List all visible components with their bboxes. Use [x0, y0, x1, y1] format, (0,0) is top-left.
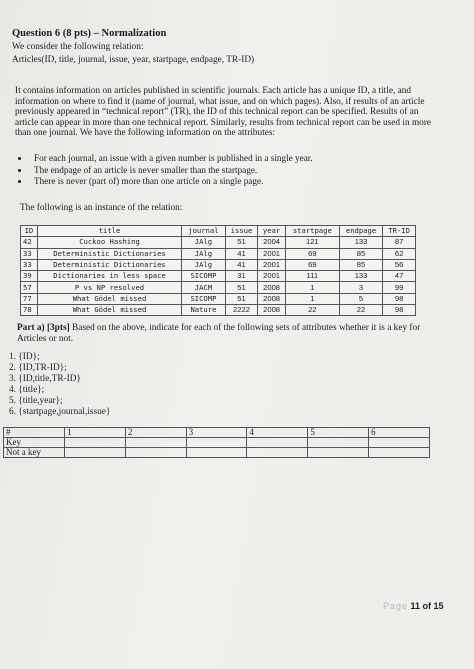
column-header: title	[37, 226, 181, 237]
table-cell: 2008	[258, 282, 285, 293]
table-cell: 31	[225, 271, 258, 282]
answer-row-label: Key	[4, 438, 65, 448]
table-cell: 33	[21, 259, 38, 270]
table-cell: 5	[339, 293, 382, 304]
table-cell: 2004	[258, 237, 285, 248]
answer-header-cell: 6	[369, 428, 430, 438]
table-cell: 78	[21, 305, 38, 316]
table-cell: What Gödel missed	[37, 305, 181, 316]
table-cell: 22	[285, 305, 339, 316]
table-cell: 33	[21, 248, 38, 259]
table-cell: JAlg	[182, 237, 225, 248]
table-row	[21, 237, 416, 248]
table-cell: 2008	[258, 293, 285, 304]
page-footer	[383, 601, 444, 611]
part-a-prompt	[17, 323, 437, 345]
attribute-set-item: 4. {title};	[9, 384, 45, 395]
column-header: ID	[21, 226, 38, 237]
answer-cell[interactable]	[186, 438, 247, 448]
table-row	[21, 259, 416, 270]
answer-cell[interactable]	[308, 448, 369, 458]
answer-header-cell: 2	[125, 428, 186, 438]
answer-row-not-key	[4, 448, 430, 458]
column-header: journal	[182, 226, 225, 237]
table-cell: 69	[285, 259, 339, 270]
table-cell: 22	[339, 305, 382, 316]
table-cell: 98	[383, 293, 416, 304]
question-title: Question 6 (8 pts) – Normalization	[12, 28, 167, 39]
answer-header-cell: 5	[308, 428, 369, 438]
answer-cell[interactable]	[186, 448, 247, 458]
table-cell: 98	[383, 305, 416, 316]
table-cell: 69	[285, 248, 339, 259]
page-number: 11 of 15	[410, 601, 444, 611]
table-header-row	[21, 226, 416, 237]
constraint-item: • There is never (part of) more than one article on a single page.	[30, 176, 450, 188]
table-cell: 3	[339, 282, 382, 293]
table-cell: Deterministic Dictionaries	[37, 259, 181, 270]
column-header: issue	[225, 226, 258, 237]
answer-cell[interactable]	[125, 448, 186, 458]
table-cell: 47	[383, 271, 416, 282]
answer-row-label: Not a key	[4, 448, 65, 458]
answer-cell[interactable]	[308, 438, 369, 448]
answer-header-cell: #	[4, 428, 65, 438]
constraint-item: • The endpage of an article is never smaller than the startpage.	[30, 165, 450, 177]
table-cell: 85	[339, 248, 382, 259]
answer-cell[interactable]	[65, 438, 126, 448]
answer-header-cell: 4	[247, 428, 308, 438]
table-cell: 42	[21, 237, 38, 248]
attribute-set-item: 3. {ID,title,TR-ID}	[9, 373, 81, 384]
part-a-label: Part a) [3pts]	[17, 323, 70, 333]
table-cell: SICOMP	[182, 271, 225, 282]
constraint-item: • For each journal, an issue with a given number is published in a single year.	[30, 153, 450, 165]
column-header: year	[258, 226, 285, 237]
table-cell: 77	[21, 293, 38, 304]
table-cell: 1	[285, 282, 339, 293]
answer-cell[interactable]	[247, 438, 308, 448]
answer-cell[interactable]	[247, 448, 308, 458]
column-header: TR-ID	[383, 226, 416, 237]
table-cell: 39	[21, 271, 38, 282]
instance-caption: The following is an instance of the relation:	[20, 203, 183, 213]
table-cell: 62	[383, 248, 416, 259]
intro-text	[12, 42, 452, 65]
answer-cell[interactable]	[125, 438, 186, 448]
table-cell: 133	[339, 271, 382, 282]
relation-instance-table	[20, 225, 416, 316]
table-cell: 2001	[258, 259, 285, 270]
table-cell: 2001	[258, 271, 285, 282]
table-cell: JAlg	[182, 248, 225, 259]
table-cell: JAlg	[182, 259, 225, 270]
answer-row-key	[4, 438, 430, 448]
answer-header-cell: 1	[65, 428, 126, 438]
table-cell: 133	[339, 237, 382, 248]
table-row	[21, 305, 416, 316]
table-cell: 41	[225, 259, 258, 270]
table-cell: 2008	[258, 305, 285, 316]
table-cell: Cuckoo Hashing	[37, 237, 181, 248]
table-cell: 41	[225, 248, 258, 259]
attribute-set-item: 2. {ID,TR-ID};	[9, 362, 67, 373]
table-cell: Deterministic Dictionaries	[37, 248, 181, 259]
table-cell: 111	[285, 271, 339, 282]
answer-table	[3, 427, 430, 458]
table-cell: 2222	[225, 305, 258, 316]
relation-schema: Articles(ID, title, journal, issue, year, startpage, endpage, TR-ID)	[12, 54, 255, 65]
table-cell: P vs NP resolved	[37, 282, 181, 293]
table-cell: 51	[225, 282, 258, 293]
attribute-set-options	[9, 352, 110, 417]
answer-cell[interactable]	[369, 448, 430, 458]
table-cell: 51	[225, 293, 258, 304]
table-cell: 57	[21, 282, 38, 293]
description-paragraph: It contains information on articles published in scientific journals. Each article has a unique ID, a title, and information on where to find it (name of journal, what issue, and on which pages). Also, if results of an article previously appeared in “technical report” (TR), the ID of this technical report can be specified. Results of an article can appear in more than one technical report. Similarly, results from technical report can be used in more than one journal. We have the following information on the attributes:	[15, 86, 432, 139]
table-cell: Nature	[182, 305, 225, 316]
table-cell: What Gödel missed	[37, 293, 181, 304]
table-cell: 2001	[258, 248, 285, 259]
table-cell: JACM	[182, 282, 225, 293]
part-a-text: Based on the above, indicate for each of the following sets of attributes whether it is a key for Articles or not.	[17, 323, 421, 344]
answer-header-cell: 3	[186, 428, 247, 438]
table-cell: 51	[225, 237, 258, 248]
table-cell: 56	[383, 259, 416, 270]
column-header: startpage	[285, 226, 339, 237]
attribute-constraints-list	[16, 153, 450, 188]
table-cell: 85	[339, 259, 382, 270]
page-label: Page	[383, 601, 409, 611]
answer-cell[interactable]	[65, 448, 126, 458]
answer-cell[interactable]	[369, 438, 430, 448]
attribute-set-item: 1. {ID};	[9, 352, 40, 362]
table-cell: 87	[383, 237, 416, 248]
attribute-set-item: 5. {title,year};	[9, 395, 63, 406]
column-header: endpage	[339, 226, 382, 237]
answer-header-row	[4, 428, 430, 438]
table-row	[21, 282, 416, 293]
table-cell: 121	[285, 237, 339, 248]
table-cell: SICOMP	[182, 293, 225, 304]
table-cell: 1	[285, 293, 339, 304]
intro-line-1: We consider the following relation:	[12, 42, 144, 52]
attribute-set-item: 6. {startpage,journal,issue}	[9, 406, 111, 417]
table-cell: 99	[383, 282, 416, 293]
table-row	[21, 271, 416, 282]
table-cell: Dictionaries in less space	[37, 271, 181, 282]
table-row	[21, 248, 416, 259]
table-row	[21, 293, 416, 304]
